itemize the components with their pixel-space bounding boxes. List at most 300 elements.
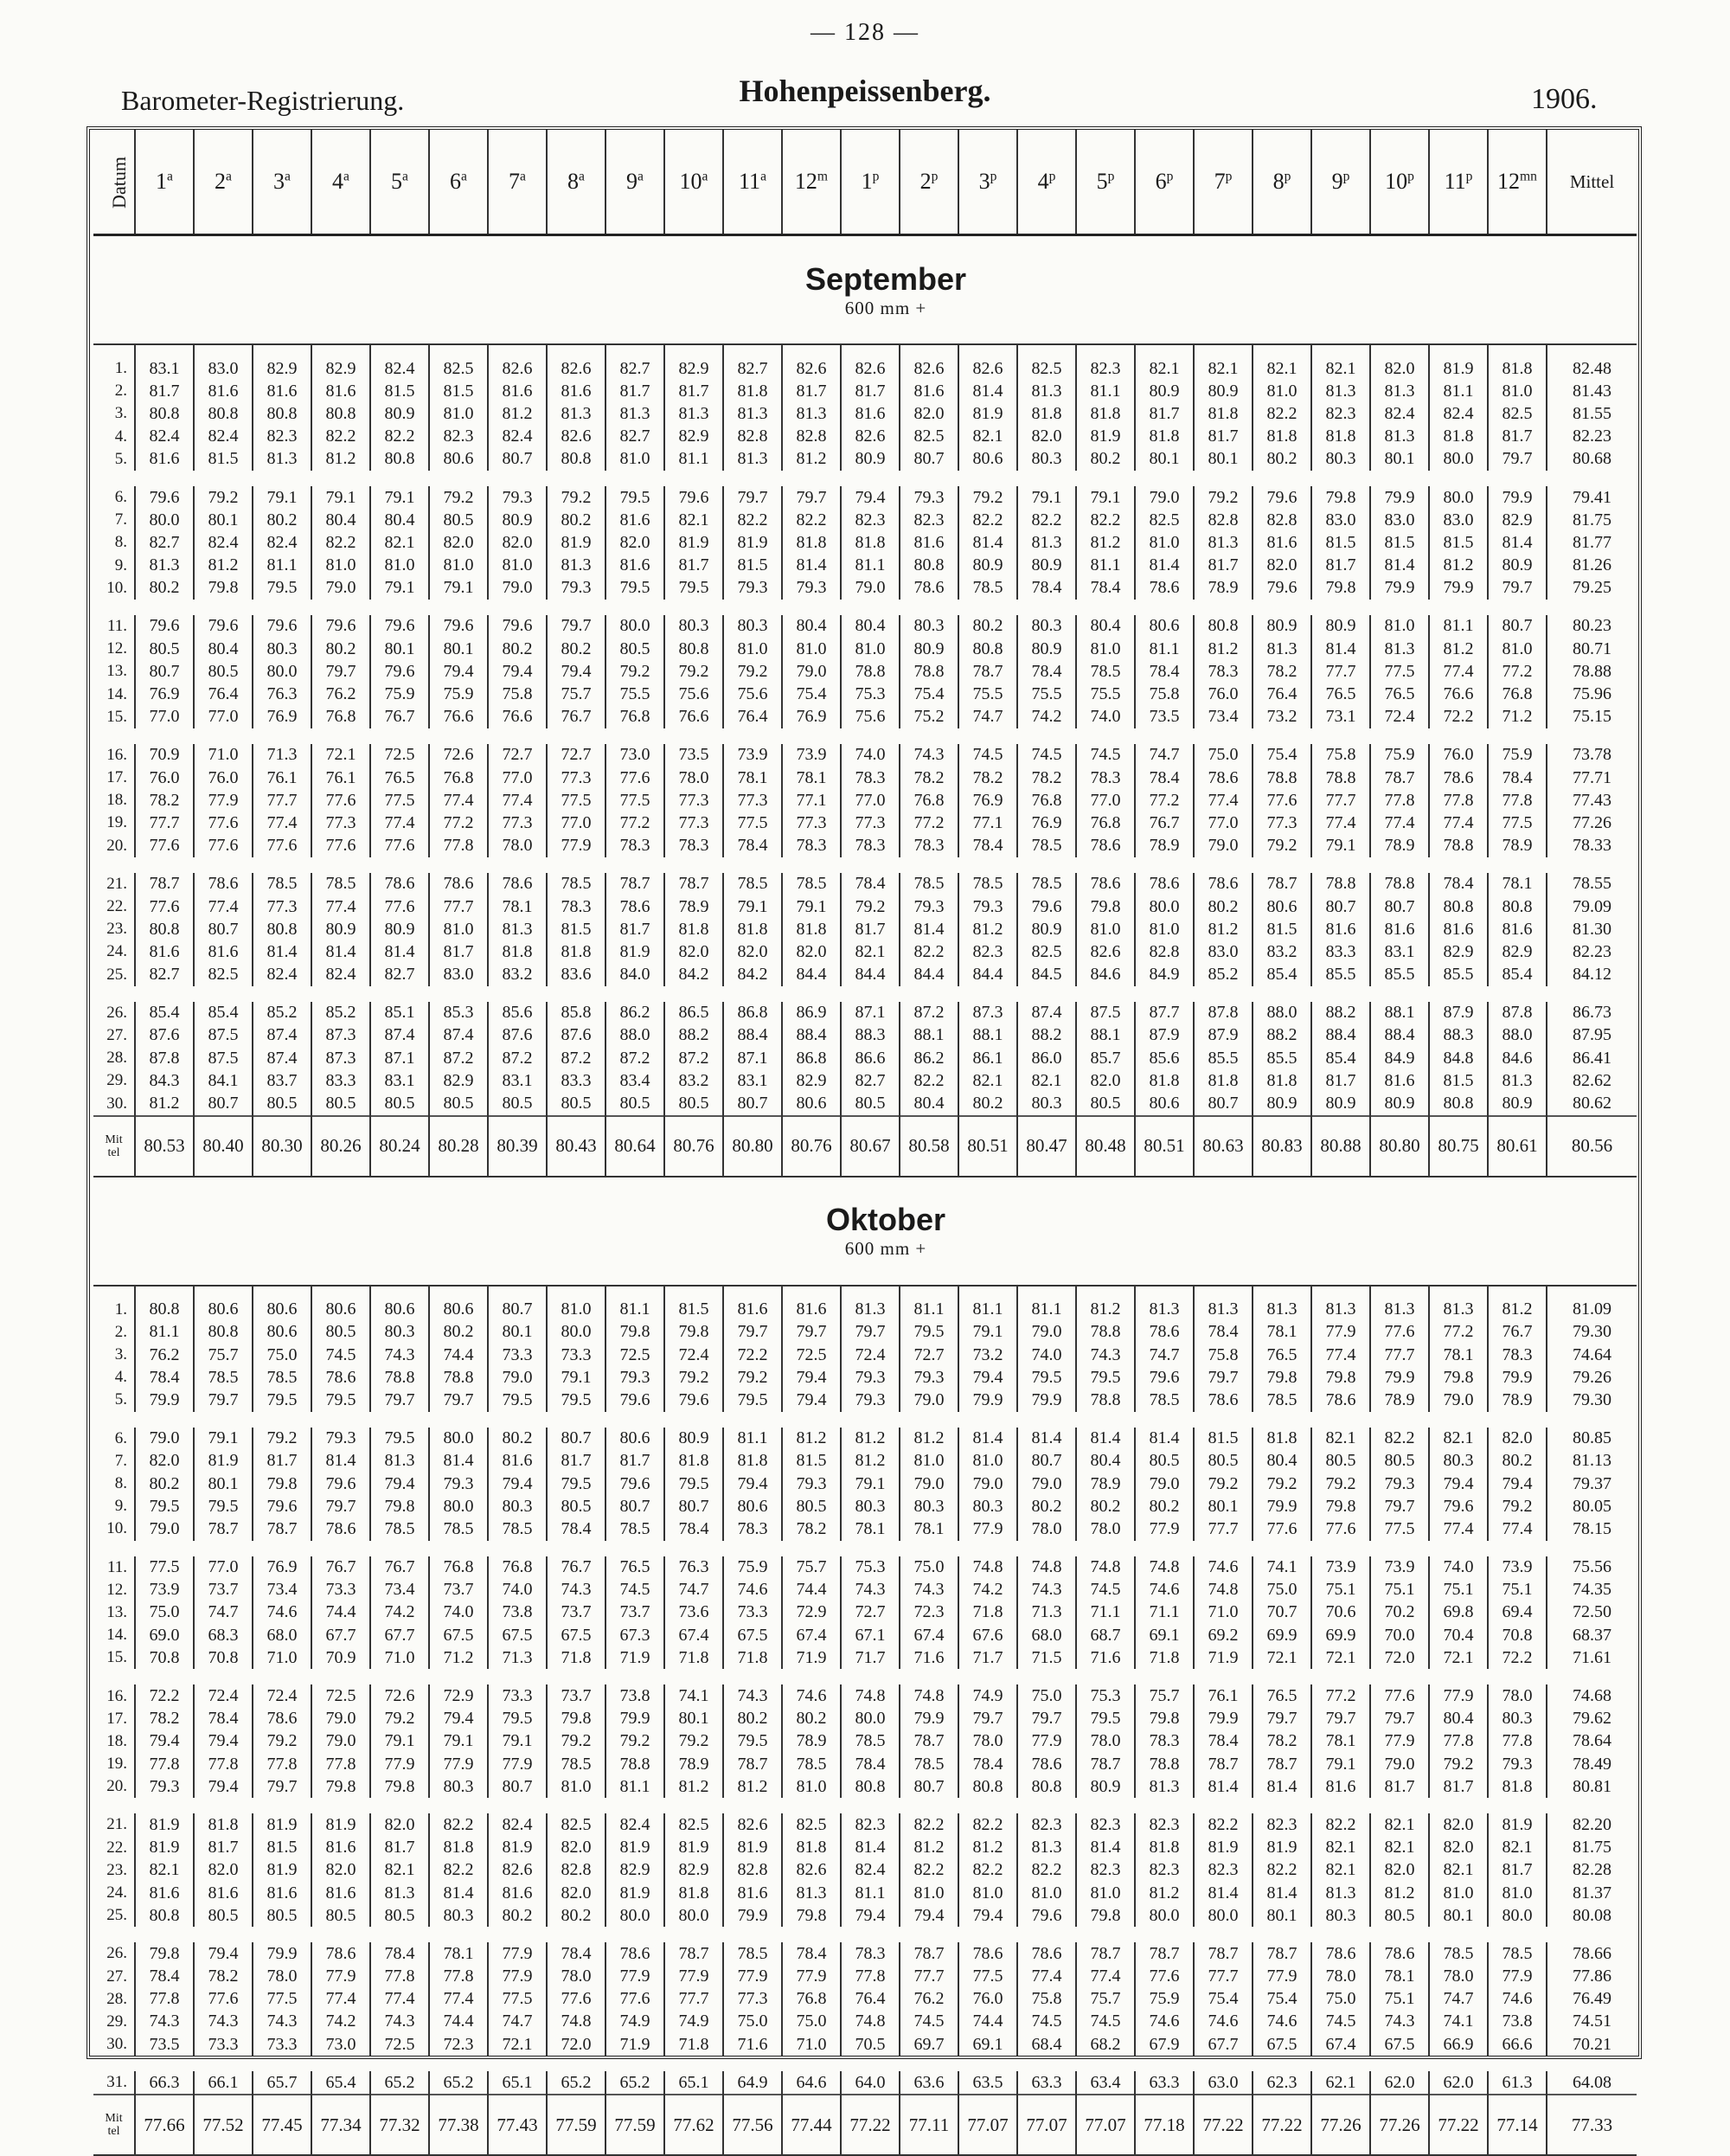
pressure-cell: 81.0	[782, 638, 841, 660]
pressure-cell: 73.7	[194, 1579, 253, 1601]
pressure-cell: 78.9	[664, 895, 723, 918]
page-number: — 128 —	[811, 19, 919, 46]
pressure-cell: 81.8	[664, 1450, 723, 1473]
pressure-cell: 81.4	[958, 531, 1017, 554]
day-label: 30.	[106, 1094, 127, 1113]
pressure-cell: 66.6	[1488, 2033, 1547, 2063]
pressure-cell: 81.7	[135, 380, 194, 402]
pressure-cell: 75.4	[1253, 1988, 1311, 2011]
hourly-mean-cell: 80.24	[370, 1116, 429, 1177]
day-row	[93, 767, 1637, 789]
hourly-mean-cell: 77.22	[1429, 2095, 1488, 2155]
pressure-cell: 75.0	[253, 1344, 311, 1366]
pressure-cell: 78.6	[370, 865, 429, 895]
pressure-cell: 80.9	[1135, 380, 1194, 402]
pressure-cell: 79.0	[488, 577, 547, 607]
day-row	[93, 1549, 1637, 1579]
pressure-cell: 81.2	[1076, 1299, 1135, 1321]
pressure-cell: 80.9	[1253, 607, 1311, 638]
pressure-cell: 82.1	[370, 531, 429, 554]
day-label: 24.	[106, 942, 127, 961]
pressure-cell: 81.9	[135, 1806, 194, 1836]
pressure-cell: 72.2	[723, 1344, 782, 1366]
pressure-cell: 81.0	[841, 638, 900, 660]
day-label: 3.	[114, 1345, 127, 1364]
pressure-cell: 78.1	[1429, 1344, 1488, 1366]
pressure-cell: 79.6	[664, 1389, 723, 1419]
hour-header: 8$^a$	[547, 130, 606, 235]
pressure-cell: 79.4	[429, 660, 488, 683]
pressure-cell: 78.4	[1488, 767, 1547, 789]
pressure-cell: 82.4	[1429, 402, 1488, 425]
pressure-cell: 71.3	[253, 736, 311, 767]
pressure-cell: 74.0	[1076, 706, 1135, 736]
pressure-cell: 81.6	[194, 940, 253, 963]
day-label: 21.	[106, 1815, 127, 1834]
day-label: 10.	[106, 578, 127, 597]
pressure-cell: 78.6	[1135, 865, 1194, 895]
pressure-cell: 82.2	[1017, 509, 1076, 531]
pressure-cell: 82.2	[429, 1806, 488, 1836]
pressure-cell: 80.9	[1194, 380, 1253, 402]
pressure-cell: 79.3	[311, 1420, 370, 1450]
pressure-cell: 74.3	[370, 2011, 429, 2033]
daily-mean-cell: 79.62	[1547, 1708, 1637, 1730]
pressure-cell: 85.5	[1429, 964, 1488, 994]
pressure-cell: 79.0	[1017, 1321, 1076, 1344]
pressure-cell: 78.8	[606, 1753, 664, 1775]
pressure-cell: 72.5	[782, 1344, 841, 1366]
daily-mean-cell: 79.41	[1547, 478, 1637, 509]
pressure-cell: 76.2	[311, 683, 370, 705]
pressure-cell: 82.3	[1017, 1806, 1076, 1836]
pressure-cell: 75.7	[1076, 1988, 1135, 2011]
pressure-cell: 80.3	[900, 1495, 958, 1518]
pressure-cell: 67.5	[488, 1624, 547, 1646]
pressure-cell: 88.3	[841, 1024, 900, 1047]
pressure-cell: 80.7	[194, 918, 253, 940]
pressure-cell: 76.7	[1135, 812, 1194, 834]
pressure-cell: 68.0	[253, 1624, 311, 1646]
pressure-cell: 77.8	[1488, 789, 1547, 812]
pressure-cell: 74.2	[370, 1601, 429, 1624]
pressure-cell: 73.4	[253, 1579, 311, 1601]
month-title: September	[804, 260, 967, 297]
pressure-cell: 78.2	[135, 789, 194, 812]
pressure-cell: 77.4	[370, 1988, 429, 2011]
pressure-cell: 81.5	[547, 918, 606, 940]
pressure-cell: 77.1	[958, 812, 1017, 834]
pressure-cell: 76.8	[311, 706, 370, 736]
pressure-cell: 81.4	[1194, 1775, 1253, 1806]
pressure-cell: 67.4	[664, 1624, 723, 1646]
pressure-cell: 84.1	[194, 1069, 253, 1092]
pressure-cell: 81.4	[253, 940, 311, 963]
pressure-cell: 79.4	[429, 1708, 488, 1730]
hourly-mean-cell: 77.62	[664, 2095, 723, 2155]
pressure-cell: 63.0	[1194, 2063, 1253, 2095]
pressure-cell: 80.8	[1429, 1092, 1488, 1115]
section-header-row	[93, 1177, 1637, 1286]
pressure-cell: 80.9	[1488, 555, 1547, 577]
pressure-cell: 77.4	[1311, 1344, 1370, 1366]
pressure-cell: 74.0	[429, 1601, 488, 1624]
hourly-mean-cell: 80.43	[547, 1116, 606, 1177]
pressure-cell: 77.8	[370, 1966, 429, 1988]
pressure-cell: 87.2	[488, 1047, 547, 1069]
pressure-cell: 80.2	[1076, 448, 1135, 478]
pressure-cell: 72.7	[841, 1601, 900, 1624]
pressure-cell: 81.4	[1076, 1837, 1135, 1859]
pressure-cell: 71.8	[958, 1601, 1017, 1624]
pressure-cell: 80.7	[194, 1092, 253, 1115]
pressure-cell: 81.0	[429, 918, 488, 940]
pressure-cell: 81.0	[429, 555, 488, 577]
pressure-cell: 80.5	[253, 1092, 311, 1115]
pressure-cell: 68.4	[1017, 2033, 1076, 2063]
pressure-cell: 79.2	[958, 478, 1017, 509]
pressure-cell: 67.3	[606, 1624, 664, 1646]
daily-mean-cell: 68.37	[1547, 1624, 1637, 1646]
pressure-cell: 80.9	[958, 555, 1017, 577]
pressure-cell: 81.5	[253, 1837, 311, 1859]
pressure-cell: 62.3	[1253, 2063, 1311, 2095]
day-label: 29.	[106, 1071, 127, 1090]
daily-mean-cell: 78.88	[1547, 660, 1637, 683]
pressure-cell: 81.3	[606, 402, 664, 425]
pressure-cell: 73.3	[547, 1344, 606, 1366]
pressure-cell: 80.5	[547, 1495, 606, 1518]
pressure-cell: 80.6	[723, 1495, 782, 1518]
pressure-cell: 73.5	[664, 736, 723, 767]
pressure-cell: 80.6	[429, 1299, 488, 1321]
pressure-cell: 80.9	[900, 638, 958, 660]
pressure-cell: 67.4	[782, 1624, 841, 1646]
pressure-cell: 82.6	[547, 426, 606, 448]
pressure-cell: 75.0	[1253, 1579, 1311, 1601]
pressure-cell: 74.8	[1194, 1579, 1253, 1601]
daily-mean-cell: 80.23	[1547, 607, 1637, 638]
day-row	[93, 1299, 1637, 1321]
pressure-cell: 81.8	[1017, 402, 1076, 425]
pressure-cell: 81.9	[1488, 1806, 1547, 1836]
pressure-cell: 87.9	[1194, 1024, 1253, 1047]
pressure-cell: 81.7	[370, 1837, 429, 1859]
pressure-cell: 66.9	[1429, 2033, 1488, 2063]
pressure-cell: 80.5	[429, 509, 488, 531]
pressure-cell: 79.6	[664, 478, 723, 509]
mittel-row-label: Mit tel	[93, 2095, 135, 2155]
day-row	[93, 1882, 1637, 1904]
pressure-cell: 81.6	[1488, 918, 1547, 940]
daily-mean-cell: 80.71	[1547, 638, 1637, 660]
pressure-cell: 82.5	[782, 1806, 841, 1836]
pressure-cell: 74.0	[1017, 1344, 1076, 1366]
pressure-cell: 80.0	[547, 1321, 606, 1344]
pressure-cell: 74.5	[1311, 2011, 1370, 2033]
pressure-cell: 76.2	[900, 1988, 958, 2011]
pressure-cell: 79.6	[606, 1389, 664, 1419]
day-row	[93, 1601, 1637, 1624]
pressure-cell: 79.6	[370, 607, 429, 638]
pressure-cell: 76.9	[135, 683, 194, 705]
pressure-cell: 78.8	[1429, 835, 1488, 865]
pressure-cell: 81.9	[723, 531, 782, 554]
pressure-cell: 86.6	[841, 1047, 900, 1069]
pressure-cell: 80.2	[253, 509, 311, 531]
report-year: 1906.	[1531, 83, 1598, 115]
pressure-cell: 78.8	[1135, 1753, 1194, 1775]
pressure-cell: 82.1	[1311, 357, 1370, 380]
pressure-cell: 74.0	[1429, 1549, 1488, 1579]
pressure-cell: 82.0	[1488, 1420, 1547, 1450]
pressure-cell: 78.6	[311, 1366, 370, 1389]
pressure-cell: 82.0	[1370, 357, 1429, 380]
pressure-cell: 87.4	[1017, 994, 1076, 1024]
pressure-cell: 78.4	[958, 1753, 1017, 1775]
pressure-cell: 75.8	[1194, 1344, 1253, 1366]
pressure-cell: 81.0	[311, 555, 370, 577]
pressure-cell: 79.1	[311, 478, 370, 509]
mittel-row-label: Mit tel	[93, 1116, 135, 1177]
pressure-cell: 74.5	[606, 1579, 664, 1601]
pressure-cell: 81.3	[1194, 1299, 1253, 1321]
pressure-cell: 75.9	[1135, 1988, 1194, 2011]
pressure-cell: 80.9	[1311, 1092, 1370, 1115]
day-row	[93, 509, 1637, 531]
pressure-cell: 79.7	[311, 1495, 370, 1518]
daily-mean-cell: 87.95	[1547, 1024, 1637, 1047]
pressure-cell: 82.4	[311, 964, 370, 994]
pressure-cell: 78.7	[1253, 1753, 1311, 1775]
pressure-cell: 69.1	[1135, 1624, 1194, 1646]
pressure-cell: 78.7	[1253, 865, 1311, 895]
pressure-cell: 82.6	[488, 1859, 547, 1882]
pressure-cell: 81.6	[253, 1882, 311, 1904]
pressure-cell: 79.3	[900, 478, 958, 509]
pressure-cell: 79.4	[194, 1935, 253, 1965]
pressure-cell: 81.0	[958, 1450, 1017, 1473]
day-row	[93, 918, 1637, 940]
pressure-cell: 83.1	[1370, 940, 1429, 963]
pressure-cell: 79.9	[1429, 577, 1488, 607]
pressure-cell: 71.3	[488, 1646, 547, 1677]
pressure-cell: 74.3	[841, 1579, 900, 1601]
pressure-cell: 78.1	[782, 767, 841, 789]
pressure-cell: 81.6	[1370, 1069, 1429, 1092]
pressure-cell: 74.7	[1429, 1988, 1488, 2011]
pressure-cell: 81.1	[1076, 380, 1135, 402]
pressure-cell: 70.4	[1429, 1624, 1488, 1646]
hour-header: 6$^a$	[429, 130, 488, 235]
pressure-cell: 82.1	[958, 1069, 1017, 1092]
pressure-cell: 76.7	[370, 706, 429, 736]
pressure-cell: 71.7	[841, 1646, 900, 1677]
pressure-cell: 87.5	[194, 1024, 253, 1047]
column-header-row	[93, 130, 1637, 235]
pressure-cell: 78.5	[547, 1753, 606, 1775]
pressure-cell: 78.7	[1076, 1935, 1135, 1965]
pressure-cell: 79.4	[194, 1775, 253, 1806]
pressure-cell: 73.8	[488, 1601, 547, 1624]
pressure-cell: 74.5	[958, 736, 1017, 767]
pressure-cell: 80.8	[194, 1321, 253, 1344]
pressure-cell: 81.8	[782, 1837, 841, 1859]
pressure-cell: 79.2	[841, 895, 900, 918]
hour-header: 5$^p$	[1076, 130, 1135, 235]
pressure-cell: 77.8	[135, 1753, 194, 1775]
hourly-mean-cell: 80.28	[429, 1116, 488, 1177]
pressure-cell: 78.5	[488, 1518, 547, 1548]
day-row	[93, 1935, 1637, 1965]
pressure-cell: 71.1	[1076, 1601, 1135, 1624]
pressure-cell: 77.9	[488, 1753, 547, 1775]
pressure-cell: 68.2	[1076, 2033, 1135, 2063]
pressure-cell: 78.6	[1194, 767, 1253, 789]
pressure-cell: 79.8	[1076, 1904, 1135, 1935]
pressure-cell: 81.1	[900, 1299, 958, 1321]
pressure-cell: 79.6	[1253, 577, 1311, 607]
pressure-cell: 77.3	[664, 789, 723, 812]
pressure-cell: 81.1	[1076, 555, 1135, 577]
day-row	[93, 1775, 1637, 1806]
pressure-cell: 77.3	[664, 812, 723, 834]
pressure-cell: 81.3	[370, 1450, 429, 1473]
pressure-cell: 81.8	[194, 1806, 253, 1836]
pressure-cell: 82.9	[311, 357, 370, 380]
pressure-cell: 76.7	[547, 1549, 606, 1579]
pressure-cell: 81.4	[841, 1837, 900, 1859]
pressure-cell: 80.8	[194, 402, 253, 425]
mittel-row	[93, 2095, 1637, 2155]
pressure-cell: 79.4	[958, 1904, 1017, 1935]
pressure-cell: 76.5	[1311, 683, 1370, 705]
pressure-cell: 81.6	[547, 380, 606, 402]
pressure-cell: 74.6	[253, 1601, 311, 1624]
pressure-cell: 82.0	[135, 1450, 194, 1473]
pressure-cell: 85.3	[429, 994, 488, 1024]
daily-mean-cell: 79.30	[1547, 1389, 1637, 1419]
pressure-cell: 75.6	[841, 706, 900, 736]
pressure-cell: 81.8	[1194, 402, 1253, 425]
pressure-cell: 79.8	[664, 1321, 723, 1344]
pressure-cell: 72.7	[488, 736, 547, 767]
pressure-cell: 81.8	[664, 918, 723, 940]
pressure-cell: 80.5	[606, 1092, 664, 1115]
pressure-cell: 85.2	[1194, 964, 1253, 994]
pressure-cell: 79.2	[606, 1730, 664, 1753]
pressure-cell: 74.5	[1076, 1579, 1135, 1601]
pressure-cell: 73.9	[1311, 1549, 1370, 1579]
pressure-cell: 72.6	[429, 736, 488, 767]
pressure-cell: 82.3	[429, 426, 488, 448]
hourly-mean-cell: 80.80	[723, 1116, 782, 1177]
pressure-cell: 80.2	[488, 1904, 547, 1935]
pressure-cell: 74.9	[664, 2011, 723, 2033]
pressure-cell: 77.6	[311, 835, 370, 865]
pressure-cell: 78.7	[900, 1730, 958, 1753]
pressure-cell: 77.9	[1370, 1730, 1429, 1753]
pressure-cell: 88.3	[1429, 1024, 1488, 1047]
pressure-cell: 80.1	[1253, 1904, 1311, 1935]
pressure-cell: 82.2	[1253, 402, 1311, 425]
pressure-cell: 81.9	[723, 1837, 782, 1859]
pressure-cell: 81.6	[606, 509, 664, 531]
pressure-cell: 84.6	[1488, 1047, 1547, 1069]
pressure-cell: 78.5	[429, 1518, 488, 1548]
pressure-cell: 69.2	[1194, 1624, 1253, 1646]
pressure-cell: 65.2	[606, 2063, 664, 2095]
pressure-cell: 78.6	[1135, 1321, 1194, 1344]
pressure-cell: 79.5	[253, 1389, 311, 1419]
pressure-cell: 80.0	[664, 1904, 723, 1935]
pressure-cell: 78.7	[900, 1935, 958, 1965]
pressure-cell: 79.5	[664, 1473, 723, 1495]
datum-header	[93, 130, 135, 235]
pressure-cell: 80.7	[900, 1775, 958, 1806]
pressure-cell: 73.0	[606, 736, 664, 767]
pressure-cell: 80.2	[488, 638, 547, 660]
pressure-cell: 81.2	[841, 1420, 900, 1450]
pressure-cell: 81.8	[488, 940, 547, 963]
pressure-cell: 77.6	[135, 895, 194, 918]
pressure-cell: 81.8	[547, 940, 606, 963]
pressure-cell: 81.6	[723, 1882, 782, 1904]
day-label: 4.	[114, 1368, 127, 1387]
pressure-cell: 78.1	[1311, 1730, 1370, 1753]
pressure-cell: 82.4	[253, 531, 311, 554]
pressure-cell: 75.0	[723, 2011, 782, 2033]
pressure-cell: 67.7	[370, 1624, 429, 1646]
pressure-cell: 76.1	[1194, 1677, 1253, 1707]
pressure-cell: 76.8	[782, 1988, 841, 2011]
day-label: 11.	[106, 616, 127, 635]
daily-mean-cell: 79.30	[1547, 1321, 1637, 1344]
pressure-cell: 80.7	[1194, 1092, 1253, 1115]
pressure-cell: 76.8	[488, 1549, 547, 1579]
pressure-cell: 81.8	[1429, 426, 1488, 448]
pressure-cell: 77.6	[194, 1988, 253, 2011]
pressure-cell: 75.6	[664, 683, 723, 705]
pressure-cell: 82.7	[723, 357, 782, 380]
pressure-cell: 82.4	[370, 357, 429, 380]
pressure-cell: 73.7	[547, 1601, 606, 1624]
pressure-cell: 67.6	[958, 1624, 1017, 1646]
day-label: 27.	[106, 1025, 127, 1044]
pressure-cell: 80.2	[311, 638, 370, 660]
pressure-cell: 77.9	[194, 789, 253, 812]
pressure-cell: 80.2	[547, 638, 606, 660]
day-label: 31.	[106, 2073, 127, 2092]
pressure-cell: 81.5	[1429, 531, 1488, 554]
pressure-cell: 74.8	[1135, 1549, 1194, 1579]
pressure-cell: 82.1	[1135, 357, 1194, 380]
pressure-cell: 78.3	[1076, 767, 1135, 789]
pressure-cell: 69.4	[1488, 1601, 1547, 1624]
pressure-cell: 73.7	[547, 1677, 606, 1707]
pressure-cell: 80.0	[429, 1495, 488, 1518]
pressure-cell: 80.5	[370, 1092, 429, 1115]
pressure-cell: 80.3	[1311, 1904, 1370, 1935]
pressure-cell: 82.2	[782, 509, 841, 531]
daily-mean-cell: 80.62	[1547, 1092, 1637, 1115]
day-label: 14.	[106, 684, 127, 703]
pressure-cell: 82.4	[488, 1806, 547, 1836]
pressure-cell: 81.6	[1370, 918, 1429, 940]
pressure-cell: 81.3	[723, 448, 782, 478]
pressure-cell: 78.5	[1017, 835, 1076, 865]
hour-header: 2$^p$	[900, 130, 958, 235]
